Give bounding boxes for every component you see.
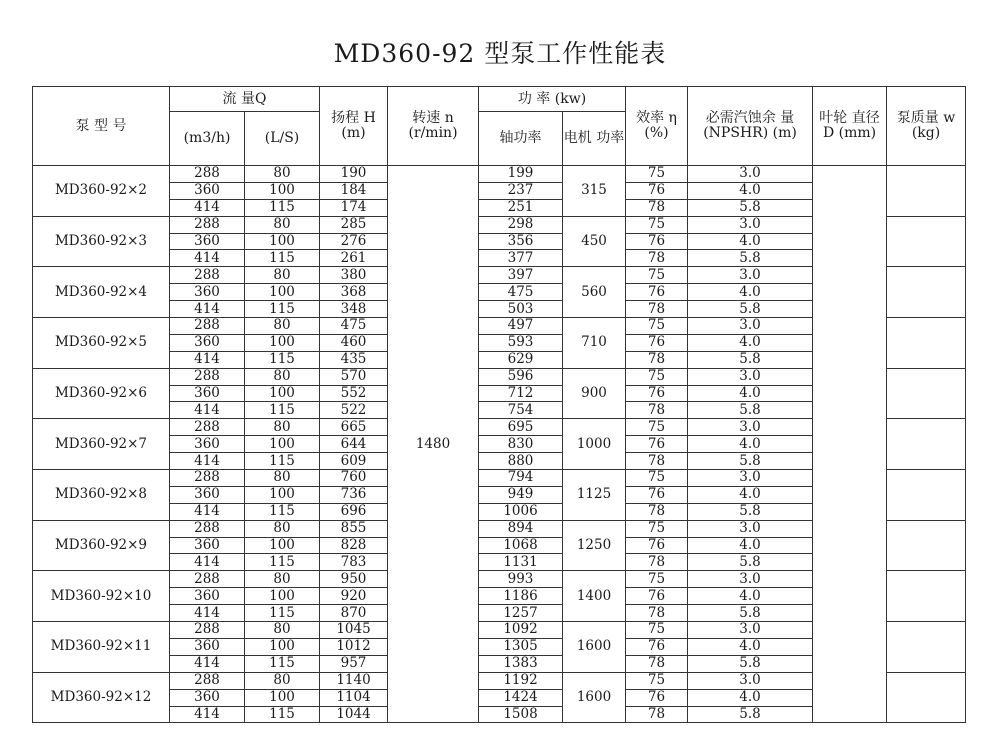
flow-ls-cell: 115 — [245, 655, 320, 672]
shaft-power-cell: 475 — [479, 284, 563, 301]
mass-cell — [887, 216, 966, 267]
motor-power-cell: 900 — [563, 368, 626, 419]
mass-cell — [887, 419, 966, 470]
head-cell: 950 — [320, 571, 388, 588]
shaft-power-cell: 1131 — [479, 554, 563, 571]
efficiency-cell: 76 — [626, 233, 688, 250]
npshr-cell: 5.8 — [688, 250, 813, 267]
efficiency-cell: 76 — [626, 385, 688, 402]
flow-m3h-cell: 288 — [170, 672, 245, 689]
flow-m3h-cell: 360 — [170, 436, 245, 453]
shaft-power-cell: 712 — [479, 385, 563, 402]
npshr-cell: 3.0 — [688, 368, 813, 385]
head-cell: 190 — [320, 166, 388, 183]
shaft-power-cell: 794 — [479, 470, 563, 487]
header-power: 功 率 (kw) — [479, 87, 626, 112]
head-cell: 570 — [320, 368, 388, 385]
header-efficiency: 效率 η (%) — [626, 87, 688, 166]
shaft-power-cell: 503 — [479, 301, 563, 318]
head-cell: 1044 — [320, 706, 388, 723]
shaft-power-cell: 1186 — [479, 588, 563, 605]
shaft-power-cell: 497 — [479, 318, 563, 335]
shaft-power-cell: 1192 — [479, 672, 563, 689]
npshr-cell: 4.0 — [688, 537, 813, 554]
efficiency-cell: 75 — [626, 571, 688, 588]
npshr-cell: 5.8 — [688, 554, 813, 571]
head-cell: 920 — [320, 588, 388, 605]
shaft-power-cell: 1305 — [479, 638, 563, 655]
head-cell: 368 — [320, 284, 388, 301]
efficiency-cell: 78 — [626, 351, 688, 368]
flow-m3h-cell: 360 — [170, 486, 245, 503]
mass-cell — [887, 470, 966, 521]
npshr-cell: 3.0 — [688, 318, 813, 335]
head-cell: 348 — [320, 301, 388, 318]
efficiency-cell: 78 — [626, 199, 688, 216]
head-cell: 261 — [320, 250, 388, 267]
header-speed: 转速 n (r/min) — [388, 87, 479, 166]
flow-ls-cell: 80 — [245, 622, 320, 639]
flow-ls-cell: 100 — [245, 284, 320, 301]
efficiency-cell: 78 — [626, 605, 688, 622]
efficiency-cell: 76 — [626, 182, 688, 199]
mass-cell — [887, 368, 966, 419]
efficiency-cell: 78 — [626, 453, 688, 470]
flow-ls-cell: 100 — [245, 436, 320, 453]
model-cell: MD360-92×9 — [33, 520, 170, 571]
flow-ls-cell: 80 — [245, 216, 320, 233]
flow-ls-cell: 80 — [245, 470, 320, 487]
efficiency-cell: 76 — [626, 436, 688, 453]
flow-ls-cell: 115 — [245, 402, 320, 419]
npshr-cell: 3.0 — [688, 419, 813, 436]
flow-ls-cell: 80 — [245, 267, 320, 284]
model-cell: MD360-92×5 — [33, 318, 170, 369]
flow-m3h-cell: 414 — [170, 554, 245, 571]
table-body — [33, 166, 966, 723]
flow-m3h-cell: 414 — [170, 605, 245, 622]
model-cell: MD360-92×4 — [33, 267, 170, 318]
shaft-power-cell: 1006 — [479, 503, 563, 520]
impeller-cell — [813, 166, 887, 723]
mass-cell — [887, 571, 966, 622]
efficiency-cell: 75 — [626, 216, 688, 233]
npshr-cell: 4.0 — [688, 284, 813, 301]
header-mass: 泵质量 w (kg) — [887, 87, 966, 166]
efficiency-cell: 78 — [626, 503, 688, 520]
efficiency-cell: 75 — [626, 368, 688, 385]
flow-m3h-cell: 360 — [170, 689, 245, 706]
head-cell: 696 — [320, 503, 388, 520]
head-cell: 828 — [320, 537, 388, 554]
header-flow: 流 量Q — [170, 87, 320, 112]
shaft-power-cell: 830 — [479, 436, 563, 453]
npshr-cell: 5.8 — [688, 655, 813, 672]
efficiency-cell: 75 — [626, 672, 688, 689]
flow-m3h-cell: 414 — [170, 250, 245, 267]
header-impeller: 叶轮 直径 D (mm) — [813, 87, 887, 166]
flow-ls-cell: 100 — [245, 182, 320, 199]
efficiency-cell: 76 — [626, 689, 688, 706]
head-cell: 665 — [320, 419, 388, 436]
efficiency-cell: 75 — [626, 166, 688, 183]
head-cell: 783 — [320, 554, 388, 571]
flow-m3h-cell: 288 — [170, 166, 245, 183]
shaft-power-cell: 754 — [479, 402, 563, 419]
efficiency-cell: 75 — [626, 267, 688, 284]
motor-power-cell: 1000 — [563, 419, 626, 470]
flow-m3h-cell: 288 — [170, 571, 245, 588]
npshr-cell: 5.8 — [688, 402, 813, 419]
flow-m3h-cell: 414 — [170, 199, 245, 216]
head-cell: 522 — [320, 402, 388, 419]
flow-ls-cell: 80 — [245, 571, 320, 588]
shaft-power-cell: 397 — [479, 267, 563, 284]
head-cell: 435 — [320, 351, 388, 368]
flow-m3h-cell: 360 — [170, 233, 245, 250]
flow-ls-cell: 100 — [245, 588, 320, 605]
flow-ls-cell: 115 — [245, 706, 320, 723]
flow-ls-cell: 115 — [245, 605, 320, 622]
efficiency-cell: 78 — [626, 301, 688, 318]
flow-ls-cell: 100 — [245, 689, 320, 706]
flow-m3h-cell: 414 — [170, 503, 245, 520]
head-cell: 609 — [320, 453, 388, 470]
efficiency-cell: 75 — [626, 419, 688, 436]
flow-ls-cell: 115 — [245, 301, 320, 318]
flow-ls-cell: 115 — [245, 503, 320, 520]
head-cell: 736 — [320, 486, 388, 503]
flow-ls-cell: 115 — [245, 554, 320, 571]
npshr-cell: 4.0 — [688, 638, 813, 655]
head-cell: 760 — [320, 470, 388, 487]
head-cell: 957 — [320, 655, 388, 672]
head-cell: 552 — [320, 385, 388, 402]
shaft-power-cell: 949 — [479, 486, 563, 503]
efficiency-cell: 78 — [626, 402, 688, 419]
flow-ls-cell: 115 — [245, 453, 320, 470]
efficiency-cell: 75 — [626, 318, 688, 335]
efficiency-cell: 75 — [626, 622, 688, 639]
flow-m3h-cell: 288 — [170, 267, 245, 284]
flow-m3h-cell: 414 — [170, 351, 245, 368]
head-cell: 1104 — [320, 689, 388, 706]
speed-cell: 1480 — [388, 166, 479, 723]
npshr-cell: 5.8 — [688, 199, 813, 216]
npshr-cell: 3.0 — [688, 571, 813, 588]
npshr-cell: 3.0 — [688, 166, 813, 183]
head-cell: 184 — [320, 182, 388, 199]
motor-power-cell: 450 — [563, 216, 626, 267]
shaft-power-cell: 629 — [479, 351, 563, 368]
flow-ls-cell: 115 — [245, 250, 320, 267]
flow-ls-cell: 80 — [245, 368, 320, 385]
flow-ls-cell: 80 — [245, 672, 320, 689]
flow-m3h-cell: 414 — [170, 301, 245, 318]
motor-power-cell: 560 — [563, 267, 626, 318]
head-cell: 285 — [320, 216, 388, 233]
flow-m3h-cell: 360 — [170, 588, 245, 605]
model-cell: MD360-92×11 — [33, 622, 170, 673]
flow-ls-cell: 100 — [245, 385, 320, 402]
motor-power-cell: 1125 — [563, 470, 626, 521]
shaft-power-cell: 695 — [479, 419, 563, 436]
shaft-power-cell: 237 — [479, 182, 563, 199]
npshr-cell: 3.0 — [688, 267, 813, 284]
npshr-cell: 5.8 — [688, 301, 813, 318]
header-head: 扬程 H (m) — [320, 87, 388, 166]
shaft-power-cell: 199 — [479, 166, 563, 183]
flow-ls-cell: 115 — [245, 351, 320, 368]
flow-ls-cell: 100 — [245, 537, 320, 554]
shaft-power-cell: 356 — [479, 233, 563, 250]
flow-m3h-cell: 414 — [170, 706, 245, 723]
flow-m3h-cell: 288 — [170, 622, 245, 639]
page-title: MD360-92 型泵工作性能表 — [333, 39, 667, 68]
efficiency-cell: 75 — [626, 470, 688, 487]
flow-ls-cell: 80 — [245, 419, 320, 436]
npshr-cell: 4.0 — [688, 486, 813, 503]
npshr-cell: 5.8 — [688, 503, 813, 520]
model-cell: MD360-92×8 — [33, 470, 170, 521]
flow-m3h-cell: 288 — [170, 368, 245, 385]
model-cell: MD360-92×10 — [33, 571, 170, 622]
flow-m3h-cell: 414 — [170, 402, 245, 419]
efficiency-cell: 76 — [626, 588, 688, 605]
flow-m3h-cell: 288 — [170, 318, 245, 335]
flow-m3h-cell: 360 — [170, 385, 245, 402]
flow-m3h-cell: 360 — [170, 284, 245, 301]
mass-cell — [887, 672, 966, 723]
npshr-cell: 5.8 — [688, 351, 813, 368]
head-cell: 174 — [320, 199, 388, 216]
efficiency-cell: 78 — [626, 554, 688, 571]
mass-cell — [887, 166, 966, 217]
header-motor-power: 电机 功率 — [563, 112, 626, 166]
flow-m3h-cell: 360 — [170, 537, 245, 554]
motor-power-cell: 710 — [563, 318, 626, 369]
motor-power-cell: 1250 — [563, 520, 626, 571]
header-npshr: 必需汽蚀余 量(NPSHR) (m) — [688, 87, 813, 166]
npshr-cell: 4.0 — [688, 588, 813, 605]
head-cell: 855 — [320, 520, 388, 537]
shaft-power-cell: 1508 — [479, 706, 563, 723]
shaft-power-cell: 894 — [479, 520, 563, 537]
efficiency-cell: 78 — [626, 706, 688, 723]
flow-m3h-cell: 414 — [170, 453, 245, 470]
efficiency-cell: 76 — [626, 284, 688, 301]
flow-m3h-cell: 360 — [170, 638, 245, 655]
model-cell: MD360-92×12 — [33, 672, 170, 723]
efficiency-cell: 78 — [626, 655, 688, 672]
flow-m3h-cell: 360 — [170, 182, 245, 199]
efficiency-cell: 76 — [626, 334, 688, 351]
head-cell: 1045 — [320, 622, 388, 639]
header-shaft-power: 轴功率 — [479, 112, 563, 166]
head-cell: 644 — [320, 436, 388, 453]
npshr-cell: 4.0 — [688, 233, 813, 250]
shaft-power-cell: 298 — [479, 216, 563, 233]
shaft-power-cell: 993 — [479, 571, 563, 588]
npshr-cell: 4.0 — [688, 385, 813, 402]
model-cell: MD360-92×2 — [33, 166, 170, 217]
model-cell: MD360-92×6 — [33, 368, 170, 419]
model-cell: MD360-92×7 — [33, 419, 170, 470]
motor-power-cell: 1600 — [563, 672, 626, 723]
motor-power-cell: 1400 — [563, 571, 626, 622]
flow-m3h-cell: 288 — [170, 470, 245, 487]
npshr-cell: 3.0 — [688, 216, 813, 233]
npshr-cell: 5.8 — [688, 605, 813, 622]
head-cell: 475 — [320, 318, 388, 335]
motor-power-cell: 1600 — [563, 622, 626, 673]
shaft-power-cell: 377 — [479, 250, 563, 267]
flow-m3h-cell: 414 — [170, 655, 245, 672]
mass-cell — [887, 318, 966, 369]
shaft-power-cell: 1068 — [479, 537, 563, 554]
efficiency-cell: 76 — [626, 537, 688, 554]
flow-ls-cell: 80 — [245, 318, 320, 335]
shaft-power-cell: 880 — [479, 453, 563, 470]
flow-ls-cell: 80 — [245, 520, 320, 537]
header-flow-ls: (L/S) — [245, 112, 320, 166]
shaft-power-cell: 251 — [479, 199, 563, 216]
flow-ls-cell: 100 — [245, 233, 320, 250]
flow-ls-cell: 100 — [245, 638, 320, 655]
npshr-cell: 3.0 — [688, 470, 813, 487]
efficiency-cell: 76 — [626, 486, 688, 503]
npshr-cell: 3.0 — [688, 520, 813, 537]
npshr-cell: 5.8 — [688, 453, 813, 470]
head-cell: 380 — [320, 267, 388, 284]
flow-ls-cell: 100 — [245, 486, 320, 503]
model-cell: MD360-92×3 — [33, 216, 170, 267]
mass-cell — [887, 622, 966, 673]
mass-cell — [887, 267, 966, 318]
head-cell: 1140 — [320, 672, 388, 689]
npshr-cell: 3.0 — [688, 672, 813, 689]
shaft-power-cell: 1092 — [479, 622, 563, 639]
header-model: 泵 型 号 — [33, 87, 170, 166]
npshr-cell: 4.0 — [688, 689, 813, 706]
npshr-cell: 4.0 — [688, 182, 813, 199]
flow-m3h-cell: 288 — [170, 216, 245, 233]
shaft-power-cell: 1257 — [479, 605, 563, 622]
table-row — [33, 166, 966, 183]
head-cell: 276 — [320, 233, 388, 250]
npshr-cell: 3.0 — [688, 622, 813, 639]
npshr-cell: 4.0 — [688, 334, 813, 351]
efficiency-cell: 78 — [626, 250, 688, 267]
head-cell: 460 — [320, 334, 388, 351]
npshr-cell: 5.8 — [688, 706, 813, 723]
shaft-power-cell: 593 — [479, 334, 563, 351]
flow-m3h-cell: 288 — [170, 419, 245, 436]
header-flow-m3h: (m3/h) — [170, 112, 245, 166]
head-cell: 870 — [320, 605, 388, 622]
head-cell: 1012 — [320, 638, 388, 655]
flow-ls-cell: 100 — [245, 334, 320, 351]
npshr-cell: 4.0 — [688, 436, 813, 453]
performance-table — [32, 86, 966, 723]
efficiency-cell: 76 — [626, 638, 688, 655]
shaft-power-cell: 596 — [479, 368, 563, 385]
mass-cell — [887, 520, 966, 571]
shaft-power-cell: 1424 — [479, 689, 563, 706]
efficiency-cell: 75 — [626, 520, 688, 537]
flow-ls-cell: 115 — [245, 199, 320, 216]
flow-m3h-cell: 360 — [170, 334, 245, 351]
shaft-power-cell: 1383 — [479, 655, 563, 672]
flow-ls-cell: 80 — [245, 166, 320, 183]
motor-power-cell: 315 — [563, 166, 626, 217]
flow-m3h-cell: 288 — [170, 520, 245, 537]
